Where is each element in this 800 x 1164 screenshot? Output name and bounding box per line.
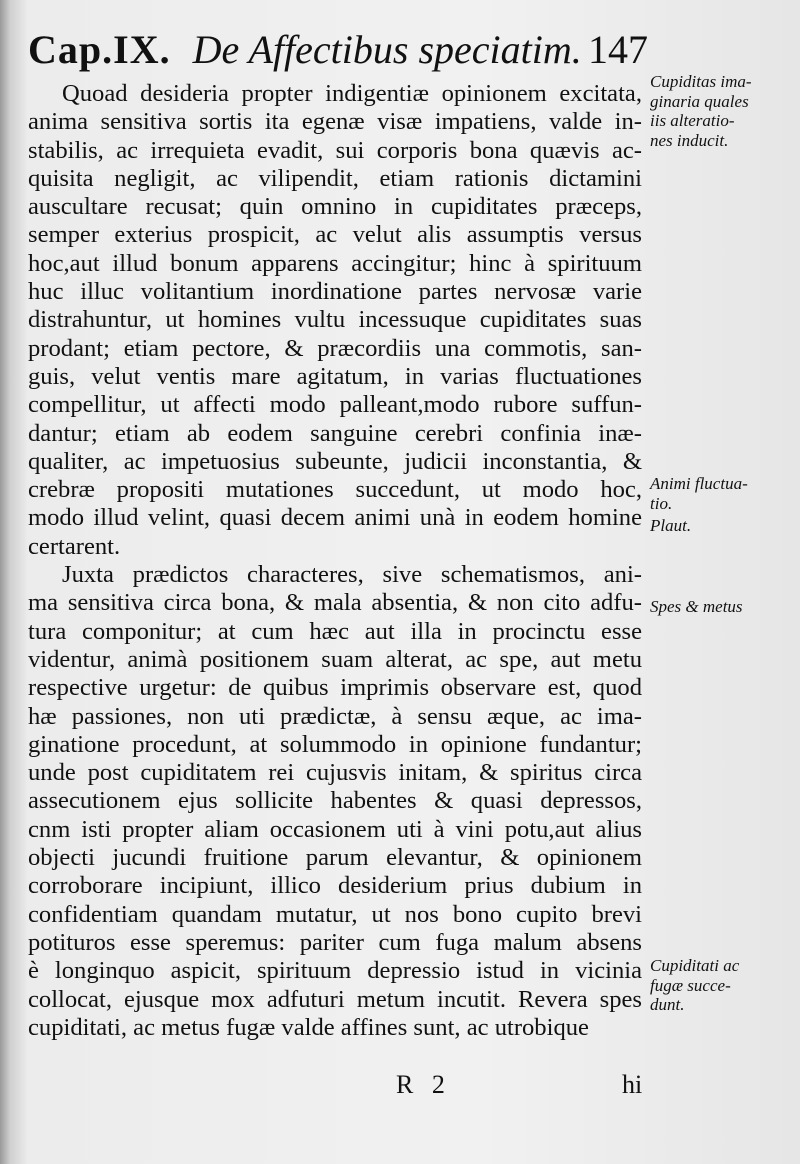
text-line: certarent. [28,532,121,560]
margin-note-line: Animi fluctua- [650,474,748,493]
margin-note-line: Spes & metus [650,597,743,616]
running-header [28,24,648,76]
margin-note-line: iis alteratio- [650,111,735,130]
text-line: crebræ propositi mutationes succedunt, ut modo hoc, [28,476,642,504]
chapter-title: De Affectibus speciatim. [192,27,582,72]
margin-note [650,956,790,1015]
text-line: stabilis, ac irrequieta evadit, sui corporis bona quævis ac- [28,136,642,164]
text-line: huc illuc volitantium inordinatione partes nervosæ varie [28,278,642,306]
text-line: compellitur, ut affecti modo palleant,modo rubore suffun- [28,391,642,419]
text-line: cnm isti propter aliam occasionem uti à vini potu,aut alius [28,815,642,843]
text-line: tura componitur; at cum hæc aut illa in procinctu esse [28,617,642,645]
margin-note [650,72,790,150]
text-line: distrahuntur, ut homines vultu incessuque cupiditates suas [28,306,642,334]
text-line: qualiter, ac impetuosius subeunte, judicii inconstantia, & [28,447,642,475]
chapter-label: Cap.IX. [28,27,171,72]
margin-note-line: tio. [650,493,673,513]
margin-note-line: dunt. [650,995,685,1014]
text-line: prodant; etiam pectore, & præcordiis una commotis, san- [28,334,642,362]
text-line: ginatione procedunt, at solummodo in opinione fundantur; [28,730,642,758]
margin-note [650,474,790,513]
text-line: confidentiam quandam mutatur, ut nos bono cupito brevi [28,900,642,928]
margin-note [650,516,790,536]
text-line: anima sensitiva sortis ita egenæ visæ impatiens, valde in- [28,108,642,136]
margin-note-line: fugæ succe- [650,975,731,995]
text-line: dantur; etiam ab eodem sanguine cerebri confinia inæ- [28,419,642,447]
text-line: collocat, ejusque mox adfuturi metum incutit. Revera spes [28,985,642,1013]
text-line: auscultare recusat; quin omnino in cupiditates præceps, [28,193,642,221]
text-line: assecutionem ejus sollicite habentes & quasi depressos, [28,787,642,815]
text-line: cupiditati, ac metus fugæ valde affines sunt, ac utrobique [28,1013,589,1041]
catchword: hi [622,1070,643,1099]
page-number: 147 [588,27,648,72]
text-line: è longinquo aspicit, spirituum depressio istud in vicinia [28,957,642,985]
text-line: Quoad desideria propter indigentiæ opinionem excitata, [62,80,642,107]
text-line: videntur, animà positionem suam alterat, ac spe, aut metu [28,645,642,673]
text-line: modo illud velint, quasi decem animi unà in eodem homine [28,504,642,532]
margin-note-line: Plaut. [650,516,692,535]
text-line: guis, velut ventis mare agitatum, in varias fluctuationes [28,362,642,390]
text-line: Juxta prædictos characteres, sive schematismos, ani- [62,561,642,589]
text-line: respective urgetur: de quibus imprimis observare est, quod [28,674,642,702]
text-line: unde post cupiditatem rei cujusvis initam, & spiritus circa [28,759,642,787]
text-line: quisita negligit, ac vilipendit, etiam rationis dictamini [28,164,642,192]
main-text-block [28,80,642,1042]
text-line: semper exterius prospicit, ac velut alis assumptis versus [28,221,642,249]
text-line: hæ passiones, non uti prædictæ, à sensu æque, ac ima- [28,702,642,730]
margin-note [650,597,790,617]
margin-note-line: nes inducit. [650,130,729,150]
text-line: ma sensitiva circa bona, & mala absentia, & non cito adfu- [28,589,642,617]
margin-note-line: Cupiditas ima- [650,72,752,91]
text-line: potituros esse speremus: pariter cum fuga malum absens [28,928,642,956]
text-line: objecti jucundi fruitione parum elevantur, & opinionem [28,844,642,872]
text-line: corroborare incipiunt, illico desiderium prius dubium in [28,872,642,900]
text-line: hoc,aut illud bonum apparens accingitur; hinc à spirituum [28,249,642,277]
margin-note-line: Cupiditati ac [650,956,740,975]
signature-mark: R 2 [396,1070,451,1099]
margin-note-line: ginaria quales [650,91,749,111]
